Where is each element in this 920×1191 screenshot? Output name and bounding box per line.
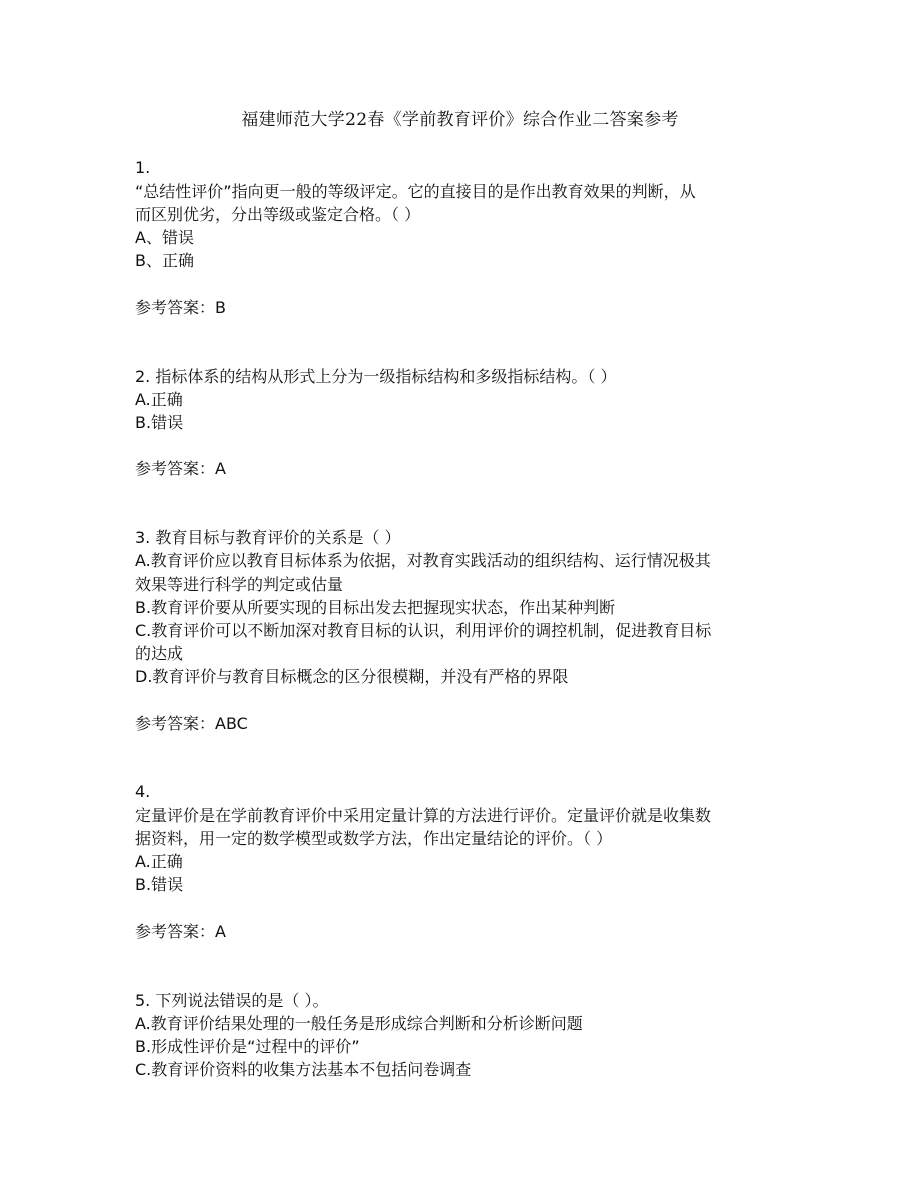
question-3-option-c-line-2: 的达成 [135,644,184,663]
question-1-stem-line-2: 而区别优劣，分出等级或鉴定合格。（ ） [135,205,421,224]
question-2-stem: 2. 指标体系的结构从形式上分为一级指标结构和多级指标结构。（ ） [135,367,617,386]
question-1-number: 1. [135,158,151,177]
question-2-option-a: A.正确 [135,390,183,409]
answer-label: 参考答案： [135,459,216,478]
question-5-option-a: A.教育评价结果处理的一般任务是形成综合判断和分析诊断问题 [135,1014,583,1033]
question-4-answer [135,921,226,943]
question-1-option-a: A、错误 [135,228,194,247]
question-3-stem: 3. 教育目标与教育评价的关系是（ ） [135,528,401,547]
document-title: 福建师范大学22春《学前教育评价》综合作业二答案参考 [241,110,679,130]
question-4-stem-line-2: 据资料，用一定的数学模型或数学方法，作出定量结论的评价。（ ） [135,829,613,848]
question-5-stem: 5. 下列说法错误的是（ ）。 [135,991,329,1010]
answer-label: 参考答案： [135,714,216,733]
answer-label: 参考答案： [135,922,216,941]
question-1-stem-line-1: “总结性评价”指向更一般的等级评定。它的直接目的是作出教育效果的判断，从 [135,182,696,201]
question-3-option-c-line-1: C.教育评价可以不断加深对教育目标的认识，利用评价的调控机制，促进教育目标 [135,621,712,640]
question-5-option-b: B.形成性评价是“过程中的评价” [135,1037,360,1056]
question-3-answer [135,713,248,735]
question-5-option-c: C.教育评价资料的收集方法基本不包括问卷调查 [135,1060,472,1079]
question-2-option-b: B.错误 [135,413,184,432]
question-3-option-b: B.教育评价要从所要实现的目标出发去把握现实状态，作出某种判断 [135,598,616,617]
answer-value: A [215,922,226,941]
question-1-option-b: B、正确 [135,251,194,270]
answer-value: B [215,298,226,317]
answer-value: ABC [215,714,248,733]
question-3-option-d: D.教育评价与教育目标概念的区分很模糊，并没有严格的界限 [135,667,569,686]
question-2-answer [135,458,226,480]
question-4-option-a: A.正确 [135,852,183,871]
question-3-option-a-line-2: 效果等进行科学的判定或估量 [135,575,344,594]
answer-label: 参考答案： [135,298,216,317]
question-3-option-a-line-1: A.教育评价应以教育目标体系为依据，对教育实践活动的组织结构、运行情况极其 [135,551,711,570]
question-4-option-b: B.错误 [135,875,184,894]
question-4-number: 4. [135,782,151,801]
question-4-stem-line-1: 定量评价是在学前教育评价中采用定量计算的方法进行评价。定量评价就是收集数 [135,806,712,825]
answer-value: A [215,459,226,478]
question-1-answer [135,297,226,319]
